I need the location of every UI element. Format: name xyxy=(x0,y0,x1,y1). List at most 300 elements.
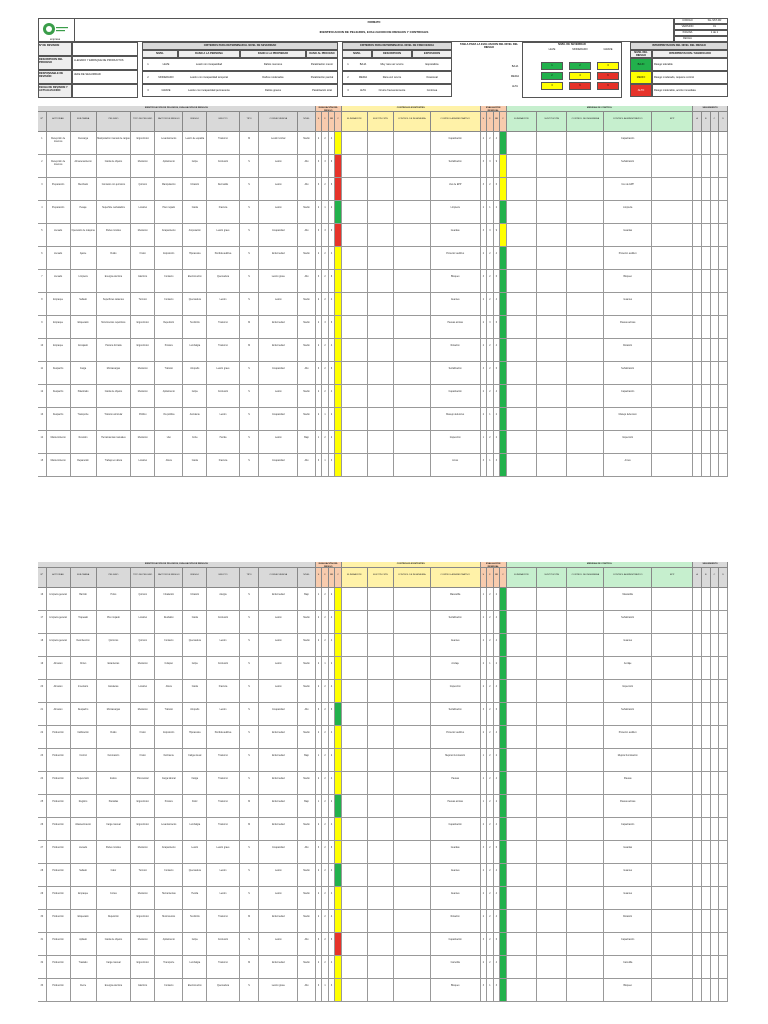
table-cell: 2 xyxy=(322,680,329,702)
column-header: RIESGO xyxy=(183,112,207,132)
table-cell: Químico xyxy=(131,178,155,200)
table-cell xyxy=(652,795,693,817)
table-cell xyxy=(702,680,711,702)
table-cell: Trastorno xyxy=(207,818,240,840)
column-header: CONTROL ADMINISTRATIVO xyxy=(431,112,481,132)
column-header: CONTROL DE INGENIERÍA xyxy=(567,112,604,132)
table-cell xyxy=(702,726,711,748)
table-cell: Mejorar iluminación xyxy=(604,749,652,771)
table-cell: 3 xyxy=(481,270,488,292)
table-cell xyxy=(711,385,720,407)
table-cell xyxy=(507,155,537,177)
table-cell: Limpieza xyxy=(604,201,652,223)
table-cell: Limpieza xyxy=(431,201,481,223)
group-header: IDENTIFICACIÓN DE PELIGROS, EVALUACIÓN DE RIESGOS xyxy=(38,106,316,112)
table-cell: 3 xyxy=(316,224,323,246)
table-cell: Uso de EPP xyxy=(431,178,481,200)
table-cell: 4 xyxy=(329,818,336,840)
table-cell: Mejorar iluminación xyxy=(431,749,481,771)
column-header: B xyxy=(702,112,711,132)
sheet-page-1: empresa FORMATO IDENTIFICACIÓN DE PELIGROS, EVALUACIÓN DE RIESGOS Y CONTROLES CÓDIGO SG-SST-FR VERSIÓN 01 PÁGINA 1 de 1 FECHA Nº DE REVISIÓN DESCRIPCIÓN DEL PROCESO LLENADO Y EMPAQUE DE PRODUCTOS RESPONSABLE DE REVISIÓN JEFE DE SEGURIDAD FECHA DE REVISIÓN Y ACTUALIZACIÓN CRITERIOS PARA DETERMINAR EL NIVEL DE SEVERIDAD NIVEL DAÑO A LA PERSONA DAÑO A LA PROPIEDAD DAÑO AL PROCESO 1 LEVE Lesión sin incapacidad Daños menores Paralización menor 2 MODERADO Lesión con incapacidad temporal Daños moderados Paralización parcial 3 GRAVE Lesión con incapacidad permanente Daños graves Paralización total CRITERIOS PARA DETERMINAR EL NIVEL DE FRECUENCIA NIVEL DESCRIPCIÓN EXPOSICIÓN 1 BAJA Muy rara vez ocurre Esporádica 2 MEDIA Rara vez ocurre Ocasional 3 ALTA Ocurre frecuentemente Continua TABLA PARA LA EVALUACIÓN DEL NIVEL DEL RIESGO NIVEL DE SEVERIDAD LEVE MODERADO GRAVE BAJA 1 2 3 MEDIA 2 4 6 ALTA 3 6 9 INTERPRETACIÓN DEL NIVEL DEL RIESGO NIVEL DEL RIESGO INTERPRETACIÓN / SIGNIFICADO BAJO Riesgo tolerable MEDIO Riesgo moderado, requiere control ALTO Riesgo intolerable, acción inmediata IDENTIFICACIÓN DE PELIGROS, EVALUACIÓN DE RIESGOS EVALUACIÓN DEL RIESGO CONTROLES EXISTENTES EVALUACIÓN RESIDUAL MEDIDAS DE CONTROL SEGUIMIENTO Nº ACTIVIDAD SUB-TAREA PELIGRO TIPO DE PELIGRO FACTOR DE RIESGO RIESGO EFECTO TIPO CONSECUENCIA NIVEL S F NR C ELIMINACIÓN SUSTITUCIÓN CONTROL DE INGENIERÍA CONTROL ADMINISTRATIVO S F NR C ELIMINACIÓN SUSTITUCIÓN CONTROL DE INGENIERÍA CONTROL ADMINISTRATIVO EPP A B C D 1 Recepción de insumos Descarga Manipulación manual de cargas Ergonómico Levantamiento Lesión de espalda Trastorno M Lesión lumbar Medio 2 2 4 Capacitación 2 2 4 Capacitación 2 Recepción de insumos Almacenamiento Caída de objetos Mecánico Apilamiento Golpe Contusión S Lesión Alto 3 3 9 Señalización 3 3 9 Señalización 3 Preparación Mezclado Contacto con químicos Químico Manipulación Irritación Dermatitis S Lesión Alto 3 2 6 Uso de EPP 3 2 6 Uso de EPP 4 Preparación Pesaje Superficie resbaladiza Locativo Piso mojado Caída Fractura S Lesión Medio 2 1 2 Limpieza 2 1 2 Limpieza 5 Llenado Operación de máquina Partes móviles Mecánico Atrapamiento Amputación Lesión grave S Incapacidad Alto 3 3 9 Guardas 3 3 9 Guardas 6 Llenado Ajuste Ruido Físico Exposición Hipoacusia Pérdida auditiva S Enfermedad Medio 2 2 4 Protector auditivo 2 2 4 Protector auditivo 7 Llenado Limpieza Energía eléctrica Eléctrico Contacto Electrocución Quemadura S Lesión grave Alto 3 2 6 Bloqueo 3 2 6 Bloqueo 8 Empaque Sellado Superficies calientes Térmico Contacto Quemadura Lesión S Lesión Medio 2 2 4 Guantes 2 2 4 Guantes 9 Empaque Etiquetado Movimientos repetitivos Ergonómico Repetición Tendinitis Trastorno M Enfermedad Medio 2 3 6 Pausas activas 2 3 6 Pausas activas 10 Empaque Encajado Postura forzada Ergonómico Postura Lumbalgia Trastorno M Enfermedad Medio 2 2 4 Rotación 2 2 4 Rotación 11 Despacho Carga Montacargas Mecánico Tránsito Atropello Lesión grave S Incapacidad Alto 3 2 6 Señalización 3 2 6 Señalización 12 Despacho Paletizado Caída de objetos Mecánico Apilamiento Golpe Contusión S Lesión Medio 2 2 4 Capacitación 2 2 4 Capacitación 13 Despacho Transporte Tránsito vehicular Público Vía pública Accidente Lesión S Incapacidad Medio 2 1 2 Manejo defensivo 2 1 2 Manejo defensivo 14 Mantenimiento Revisión Herramientas manuales Mecánico Uso Corte Herida S Lesión Bajo 1 2 2 Inspección 1 2 2 Inspección 15 Mantenimiento Reparación Trabajo en altura Locativo Altura Caída Fractura S Incapacidad Alto 3 1 3 Arnés 3 1 3 Arnés xyxy=(38,18,728,514)
table-cell: S xyxy=(240,178,260,200)
residual-risk-cell xyxy=(500,933,507,955)
table-cell: Sellado xyxy=(71,864,97,886)
company-logo-icon xyxy=(41,20,69,38)
table-cell: 16 xyxy=(38,588,47,610)
table-row xyxy=(38,818,728,841)
table-cell xyxy=(719,408,728,430)
table-cell xyxy=(693,841,702,863)
table-cell: Transporte xyxy=(71,408,97,430)
table-cell xyxy=(652,634,693,656)
table-cell xyxy=(719,841,728,863)
table-cell: Herramientas xyxy=(155,887,183,909)
table-cell xyxy=(394,703,431,725)
table-cell: Contacto xyxy=(155,293,183,315)
table-cell: Calibración xyxy=(71,726,97,748)
table-cell xyxy=(702,155,711,177)
table-cell: 3 xyxy=(316,362,323,384)
table-cell: 2 xyxy=(481,611,488,633)
table-cell: Golpe xyxy=(183,933,207,955)
table-cell: Alto xyxy=(298,933,315,955)
table-cell xyxy=(711,634,720,656)
risk-level-cell xyxy=(335,680,342,702)
table-cell xyxy=(652,431,693,453)
table-cell: 3 xyxy=(38,178,47,200)
column-header: CONTROL ADMINISTRATIVO xyxy=(431,568,481,588)
column-header: C xyxy=(711,112,720,132)
table-cell xyxy=(394,431,431,453)
table-row xyxy=(38,362,728,385)
risk-level-cell xyxy=(335,979,342,1001)
table-cell xyxy=(711,339,720,361)
table-cell: Mascarilla xyxy=(431,588,481,610)
table-cell: Resbalón xyxy=(155,611,183,633)
table-cell: Empaque xyxy=(47,339,71,361)
table-cell: 4 xyxy=(329,887,336,909)
table-cell xyxy=(711,611,720,633)
format-label: FORMATO xyxy=(367,21,381,24)
table-cell: Manipulación xyxy=(155,178,183,200)
column-header: PELIGRO xyxy=(97,568,132,588)
table-cell xyxy=(719,224,728,246)
table-cell: 6 xyxy=(494,703,501,725)
table-cell: 1 xyxy=(316,588,323,610)
table-cell xyxy=(567,132,604,154)
table-cell xyxy=(693,726,702,748)
table-cell xyxy=(342,385,368,407)
table-cell: 2 xyxy=(481,818,488,840)
table-cell xyxy=(342,247,368,269)
table-cell: Lesión xyxy=(259,680,298,702)
table-cell: Señalización xyxy=(431,611,481,633)
table-cell: Polvo xyxy=(97,588,132,610)
table-cell: Pausas activas xyxy=(604,795,652,817)
table-cell: Limpieza general xyxy=(47,611,71,633)
table-cell: 2 xyxy=(487,749,494,771)
table-cell xyxy=(652,224,693,246)
column-header: NR xyxy=(329,112,336,132)
table-cell xyxy=(702,132,711,154)
table-cell: 3 xyxy=(316,454,323,476)
table-cell: Trastorno xyxy=(207,956,240,978)
table-cell: S xyxy=(240,726,260,748)
table-cell: Mecánico xyxy=(131,841,155,863)
table-cell xyxy=(702,910,711,932)
table-cell: Apilamiento xyxy=(155,385,183,407)
table-cell: 2 xyxy=(487,385,494,407)
table-cell xyxy=(719,454,728,476)
table-row xyxy=(38,247,728,270)
table-cell: Llenado xyxy=(47,270,71,292)
table-cell xyxy=(368,339,394,361)
table-cell xyxy=(719,385,728,407)
table-cell: Mantenimiento xyxy=(47,431,71,453)
column-header: FACTOR DE RIESGO xyxy=(155,568,183,588)
table-cell: Lesión xyxy=(259,933,298,955)
table-cell: 3 xyxy=(316,841,323,863)
table-cell: 2 xyxy=(316,956,323,978)
table-cell xyxy=(567,726,604,748)
table-cell: Alto xyxy=(298,703,315,725)
table-cell: 2 xyxy=(487,178,494,200)
table-cell: Herida xyxy=(183,887,207,909)
table-cell xyxy=(711,247,720,269)
table-cell xyxy=(394,772,431,794)
risk-level-cell xyxy=(335,749,342,771)
table-cell xyxy=(693,201,702,223)
table-cell xyxy=(394,611,431,633)
table-cell: Mecánico xyxy=(131,887,155,909)
column-header: EPP xyxy=(652,112,693,132)
interpretation-title: INTERPRETACIÓN DEL NIVEL DEL RIESGO xyxy=(652,44,706,47)
table-cell xyxy=(693,454,702,476)
table-cell xyxy=(368,818,394,840)
table-cell: Mascarilla xyxy=(604,588,652,610)
table-row xyxy=(38,431,728,454)
table-cell: 2 xyxy=(316,680,323,702)
table-cell: Descarga xyxy=(71,132,97,154)
table-cell: 4 xyxy=(494,611,501,633)
table-cell: S xyxy=(240,749,260,771)
table-cell: Trastorno xyxy=(207,795,240,817)
table-cell: M xyxy=(240,910,260,932)
table-cell xyxy=(567,979,604,1001)
table-cell: 2 xyxy=(487,611,494,633)
table-row xyxy=(38,408,728,431)
table-cell xyxy=(507,611,537,633)
table-cell: Bajo xyxy=(298,431,315,453)
table-cell: Pesaje xyxy=(71,201,97,223)
table-cell: 3 xyxy=(329,979,336,1001)
column-header: NR xyxy=(494,568,501,588)
table-cell: 9 xyxy=(329,155,336,177)
risk-level-cell xyxy=(335,611,342,633)
table-cell: Medio xyxy=(298,339,315,361)
table-cell: 2 xyxy=(322,270,329,292)
table-cell xyxy=(507,864,537,886)
risk-level-cell xyxy=(335,841,342,863)
table-cell: Preparación xyxy=(47,201,71,223)
table-cell: Carga manual xyxy=(97,956,132,978)
table-cell: 2 xyxy=(322,634,329,656)
table-cell: 1 xyxy=(487,657,494,679)
table-cell: 19 xyxy=(38,657,47,679)
table-cell: Atropello xyxy=(183,703,207,725)
residual-risk-cell xyxy=(500,956,507,978)
table-cell: Guantes xyxy=(604,634,652,656)
residual-risk-cell xyxy=(500,657,507,679)
table-cell xyxy=(567,362,604,384)
table-cell: S xyxy=(240,588,260,610)
table-cell xyxy=(368,979,394,1001)
table-cell: 2 xyxy=(481,657,488,679)
table-cell: 4 xyxy=(494,247,501,269)
column-header: C xyxy=(335,112,342,132)
table-cell xyxy=(711,887,720,909)
table-cell xyxy=(342,818,368,840)
table-cell: Estrés xyxy=(97,772,132,794)
table-cell: 2 xyxy=(481,132,488,154)
table-cell: 2 xyxy=(322,749,329,771)
table-cell xyxy=(652,454,693,476)
table-cell: 2 xyxy=(322,864,329,886)
logo-text: empresa xyxy=(49,38,61,41)
table-cell: Atrapamiento xyxy=(155,841,183,863)
table-cell: 2 xyxy=(487,339,494,361)
table-cell: Lesión de espalda xyxy=(183,132,207,154)
table-cell: Limpieza general xyxy=(47,634,71,656)
residual-risk-cell xyxy=(500,864,507,886)
table-cell xyxy=(693,795,702,817)
table-cell: 2 xyxy=(481,339,488,361)
table-cell: 15 xyxy=(38,454,47,476)
table-cell: 2 xyxy=(316,385,323,407)
group-header: EVALUACIÓN RESIDUAL xyxy=(481,562,507,568)
table-cell xyxy=(342,887,368,909)
table-cell: Medio xyxy=(298,293,315,315)
risk-level-cell xyxy=(335,887,342,909)
table-cell: Lesión xyxy=(207,408,240,430)
table-cell xyxy=(342,224,368,246)
table-cell: 3 xyxy=(481,178,488,200)
column-header: CONTROL DE INGENIERÍA xyxy=(567,568,604,588)
table-cell: 2 xyxy=(322,703,329,725)
table-cell: 1 xyxy=(487,979,494,1001)
table-cell: Quemadura xyxy=(207,270,240,292)
table-cell xyxy=(702,588,711,610)
table-cell: 3 xyxy=(316,703,323,725)
table-cell: 2 xyxy=(322,726,329,748)
table-cell: Ergonómico xyxy=(131,339,155,361)
table-cell: Empaque xyxy=(71,887,97,909)
table-cell: 2 xyxy=(329,408,336,430)
table-cell xyxy=(342,408,368,430)
residual-risk-cell xyxy=(500,178,507,200)
table-cell xyxy=(537,178,567,200)
column-header: SUB-TAREA xyxy=(71,112,97,132)
table-cell: Eléctrico xyxy=(131,270,155,292)
table-cell xyxy=(394,933,431,955)
table-cell xyxy=(702,956,711,978)
table-cell: Lesión grave xyxy=(207,224,240,246)
table-cell: S xyxy=(240,155,260,177)
table-cell: Psicosocial xyxy=(131,772,155,794)
table-cell xyxy=(567,454,604,476)
table-cell: 2 xyxy=(494,408,501,430)
table-cell xyxy=(652,933,693,955)
table-cell: Carretilla xyxy=(604,956,652,978)
residual-risk-cell xyxy=(500,339,507,361)
table-cell: 20 xyxy=(38,680,47,702)
table-cell xyxy=(652,611,693,633)
table-cell: Señalización xyxy=(604,703,652,725)
table-cell: Rotación xyxy=(431,910,481,932)
table-cell: 31 xyxy=(38,933,47,955)
table-cell: 2 xyxy=(322,178,329,200)
table-cell: Anclaje xyxy=(431,657,481,679)
table-cell: 2 xyxy=(487,956,494,978)
risk-level-cell xyxy=(335,588,342,610)
table-cell xyxy=(711,178,720,200)
table-cell: Rotación xyxy=(604,339,652,361)
table-cell: Rotación xyxy=(604,910,652,932)
risk-level-cell xyxy=(335,339,342,361)
table-cell: Capacitación xyxy=(604,132,652,154)
risk-level-cell xyxy=(335,132,342,154)
table-cell: 2 xyxy=(329,749,336,771)
table-cell: 2 xyxy=(329,431,336,453)
column-header: TIPO xyxy=(240,568,260,588)
table-cell: Bajo xyxy=(298,795,315,817)
table-cell xyxy=(711,933,720,955)
table-cell: 3 xyxy=(487,316,494,338)
table-cell: Despacho xyxy=(71,703,97,725)
table-cell: Caída xyxy=(183,680,207,702)
table-cell: Almacén xyxy=(47,703,71,725)
table-cell: Contusión xyxy=(207,657,240,679)
table-cell: Electrocución xyxy=(183,270,207,292)
table-cell: 3 xyxy=(316,155,323,177)
column-header: A xyxy=(693,112,702,132)
table-cell: Lesión grave xyxy=(259,270,298,292)
table-row xyxy=(38,933,728,956)
table-cell: Ergonómico xyxy=(131,795,155,817)
table-cell xyxy=(342,680,368,702)
table-cell: 4 xyxy=(329,634,336,656)
table-cell: Recepción de insumos xyxy=(47,155,71,177)
table-cell: 1 xyxy=(487,201,494,223)
table-cell: Lesión xyxy=(207,864,240,886)
table-cell: 2 xyxy=(316,316,323,338)
table-cell: Bloqueo xyxy=(431,270,481,292)
table-cell: Producción xyxy=(47,749,71,771)
table-cell: 6 xyxy=(494,270,501,292)
table-cell: 1 xyxy=(481,431,488,453)
table-cell xyxy=(693,703,702,725)
column-header: EPP xyxy=(652,568,693,588)
table-cell xyxy=(719,933,728,955)
table-cell: Químico xyxy=(131,634,155,656)
column-header: TIPO DE PELIGRO xyxy=(131,112,155,132)
table-cell: 27 xyxy=(38,841,47,863)
risk-level-cell xyxy=(335,385,342,407)
residual-risk-cell xyxy=(500,726,507,748)
table-cell xyxy=(394,910,431,932)
table-cell: Enfermedad xyxy=(259,772,298,794)
table-cell xyxy=(342,431,368,453)
table-cell xyxy=(693,385,702,407)
column-header: C xyxy=(500,568,507,588)
table-cell: Capacitación xyxy=(431,132,481,154)
table-cell: Atropello xyxy=(183,362,207,384)
table-cell xyxy=(368,910,394,932)
table-cell: 2 xyxy=(322,841,329,863)
column-header: SUSTITUCIÓN xyxy=(368,112,394,132)
table-cell xyxy=(567,270,604,292)
table-cell xyxy=(368,178,394,200)
table-cell: Guantes xyxy=(604,864,652,886)
table-cell xyxy=(537,634,567,656)
table-cell: Arnés xyxy=(604,454,652,476)
table-cell xyxy=(652,680,693,702)
risk-level-cell xyxy=(335,772,342,794)
table-cell: 3 xyxy=(316,178,323,200)
table-cell xyxy=(719,270,728,292)
table-cell: Locativo xyxy=(131,680,155,702)
table-cell xyxy=(567,611,604,633)
table-cell: Medio xyxy=(298,408,315,430)
table-cell: Energía eléctrica xyxy=(97,979,132,1001)
table-cell: Llenado xyxy=(47,224,71,246)
table-cell xyxy=(719,703,728,725)
table-cell: Estanterías xyxy=(97,657,132,679)
table-cell xyxy=(368,224,394,246)
table-cell xyxy=(342,772,368,794)
risk-level-cell xyxy=(335,178,342,200)
table-cell: Trastorno xyxy=(207,772,240,794)
table-cell xyxy=(711,408,720,430)
column-header: NIVEL xyxy=(298,112,315,132)
table-cell: Quemadura xyxy=(183,293,207,315)
table-row xyxy=(38,772,728,795)
column-header: PELIGRO xyxy=(97,112,132,132)
table-row xyxy=(38,703,728,726)
table-cell xyxy=(711,703,720,725)
table-cell: Lesión grave xyxy=(207,362,240,384)
column-header: SUSTITUCIÓN xyxy=(537,112,567,132)
table-cell xyxy=(719,726,728,748)
table-cell: Fractura xyxy=(207,454,240,476)
table-cell: Caída de objetos xyxy=(97,933,132,955)
table-cell: Limpieza general xyxy=(47,588,71,610)
group-header: EVALUACIÓN RESIDUAL xyxy=(481,106,507,112)
table-cell xyxy=(368,247,394,269)
residual-risk-cell xyxy=(500,910,507,932)
table-cell xyxy=(342,864,368,886)
column-header: TIPO DE PELIGRO xyxy=(131,568,155,588)
table-cell xyxy=(567,657,604,679)
table-cell xyxy=(652,362,693,384)
table-cell: Medio xyxy=(298,772,315,794)
page-label: PÁGINA xyxy=(682,31,693,34)
table-cell: 1 xyxy=(316,431,323,453)
table-cell xyxy=(567,339,604,361)
table-cell: Producción xyxy=(47,726,71,748)
table-cell: Despacho xyxy=(47,408,71,430)
table-cell xyxy=(711,956,720,978)
